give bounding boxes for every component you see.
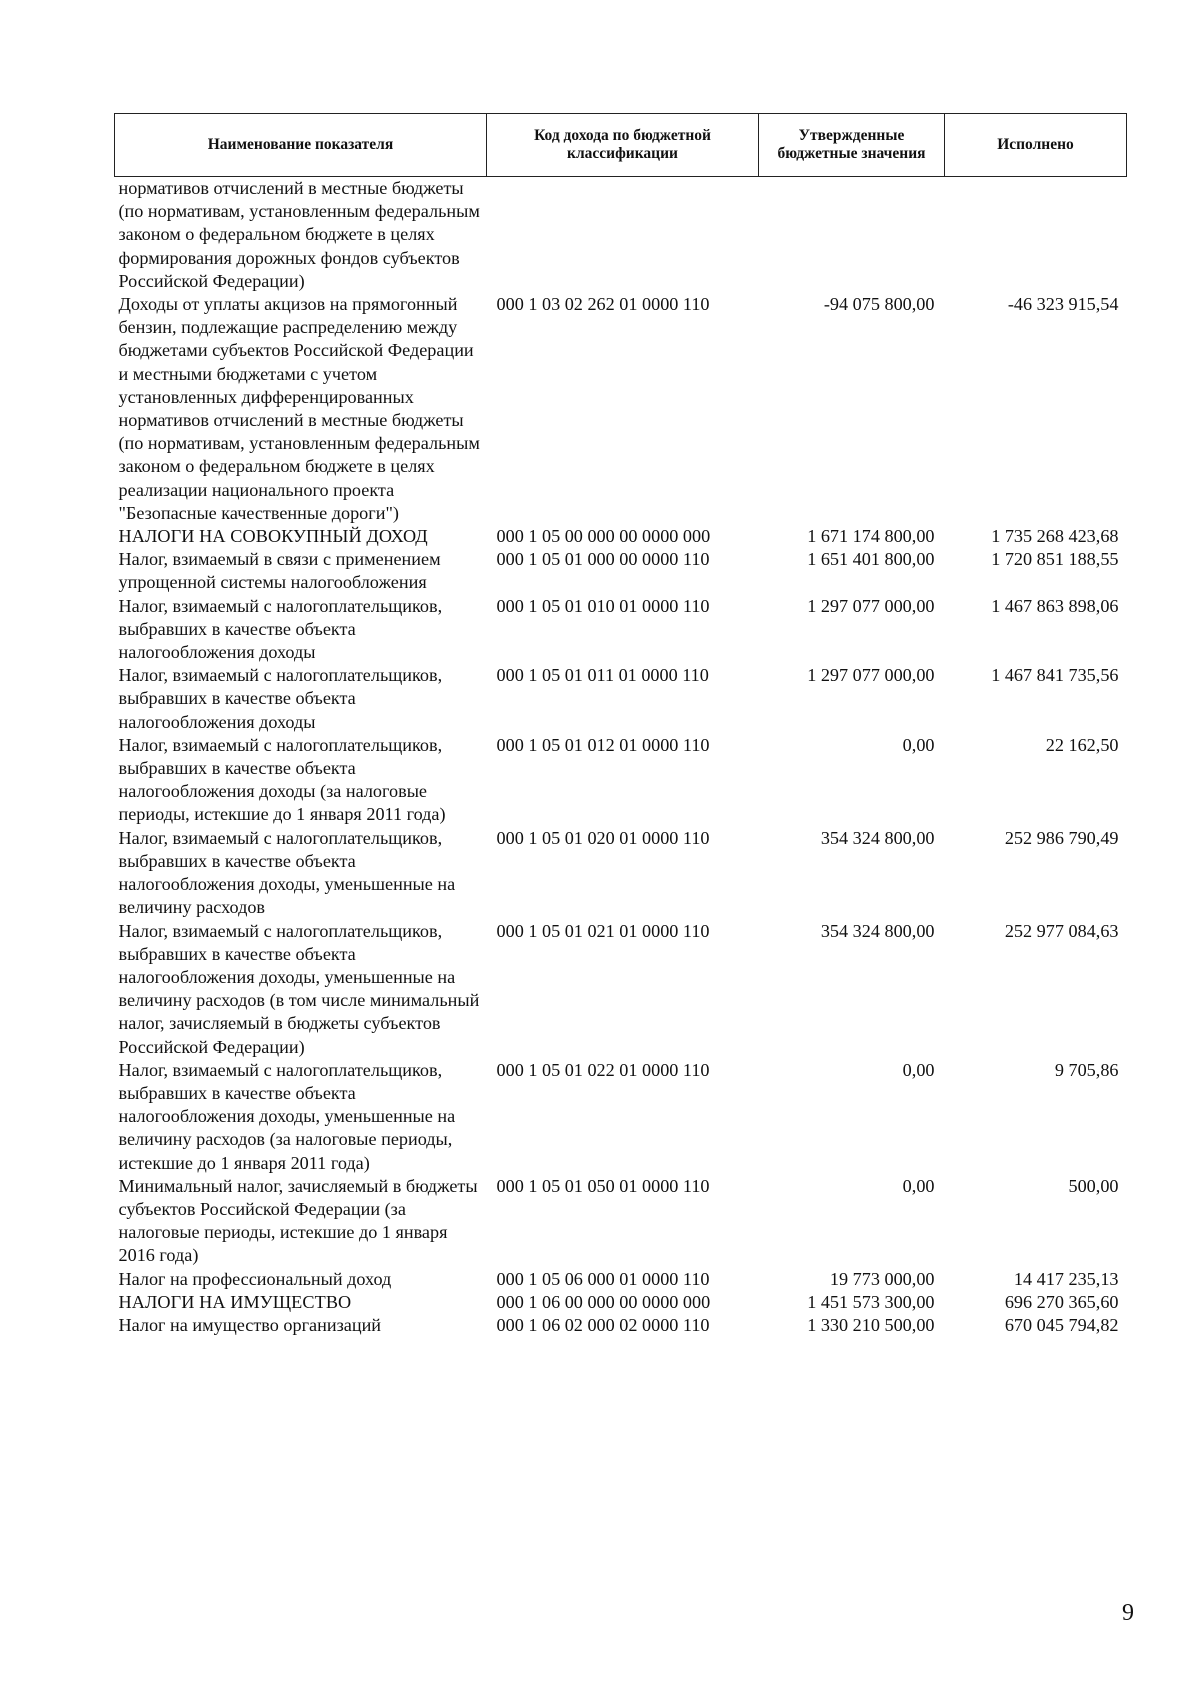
header-executed: Исполнено xyxy=(945,114,1127,177)
table-body xyxy=(115,177,1127,1338)
cell-indicator-name: НАЛОГИ НА СОВОКУПНЫЙ ДОХОД xyxy=(118,526,428,547)
cell-executed-value: 252 986 790,49 xyxy=(1004,827,1119,848)
table-row xyxy=(115,664,1127,734)
table-header xyxy=(115,114,1127,177)
cell-executed-value: 500,00 xyxy=(1068,1175,1119,1196)
cell-indicator-name: Налог, взимаемый в связи с применением упрощенной системы налогообложения xyxy=(118,549,441,593)
cell-indicator-name: Налог, взимаемый с налогоплательщиков, выбравших в качестве объекта налогообложения доходы xyxy=(118,665,443,732)
cell-approved-value: 1 330 210 500,00 xyxy=(807,1314,935,1335)
cell-approved-value xyxy=(759,177,945,294)
cell-approved-value: 1 671 174 800,00 xyxy=(807,526,935,547)
table-row xyxy=(115,525,1127,548)
cell-executed-value: 1 720 851 188,55 xyxy=(991,549,1119,570)
cell-indicator-name: Налог на профессиональный доход xyxy=(118,1268,392,1289)
cell-revenue-code: 000 1 05 01 022 01 0000 110 xyxy=(496,1059,710,1080)
table-row xyxy=(115,177,1127,294)
table-row xyxy=(115,595,1127,665)
table-row xyxy=(115,920,1127,1059)
cell-indicator-name: Налог, взимаемый с налогоплательщиков, выбравших в качестве объекта налогообложения доходы, уменьшенные на величину расходов (за налоговые периоды, истекшие до 1 января 2011 года) xyxy=(118,1059,456,1173)
cell-revenue-code: 000 1 06 02 000 02 0000 110 xyxy=(496,1314,710,1335)
cell-indicator-name: Налог на имущество организаций xyxy=(118,1314,382,1335)
cell-approved-value: 0,00 xyxy=(902,1175,935,1196)
cell-approved-value: 354 324 800,00 xyxy=(820,827,935,848)
cell-indicator-name: Минимальный налог, зачисляемый в бюджеты субъектов Российской Федерации (за налоговые периоды, истекшие до 1 января 2016 года) xyxy=(118,1175,478,1266)
cell-indicator-name: Налог, взимаемый с налогоплательщиков, выбравших в качестве объекта налогообложения доходы (за налоговые периоды, истекшие до 1 января 2011 года) xyxy=(118,734,446,825)
cell-revenue-code: 000 1 05 06 000 01 0000 110 xyxy=(496,1268,710,1289)
cell-indicator-name: Налог, взимаемый с налогоплательщиков, выбравших в качестве объекта налогообложения доходы, уменьшенные на величину расходов xyxy=(118,827,456,918)
table-row xyxy=(115,548,1127,594)
cell-revenue-code: 000 1 05 01 000 00 0000 110 xyxy=(496,549,710,570)
budget-execution-table xyxy=(114,113,1127,1337)
cell-revenue-code: 000 1 05 01 010 01 0000 110 xyxy=(496,595,710,616)
cell-executed-value: 9 705,86 xyxy=(1054,1059,1119,1080)
header-approved-values: Утвержденные бюджетные значения xyxy=(759,114,945,177)
cell-approved-value: 0,00 xyxy=(902,1059,935,1080)
cell-indicator-name: нормативов отчислений в местные бюджеты (по нормативам, установленным федеральным законом о федеральном бюджете в целях формирования дорожных фондов субъектов Российской Федерации) xyxy=(118,178,480,291)
table-header-row xyxy=(115,114,1127,177)
cell-approved-value: 1 297 077 000,00 xyxy=(807,665,935,686)
cell-approved-value: 1 651 401 800,00 xyxy=(807,549,935,570)
cell-indicator-name: Налог, взимаемый с налогоплательщиков, выбравших в качестве объекта налогообложения доходы, уменьшенные на величину расходов (в том числе минимальный налог, зачисляемый в бюджеты субъектов Российской Федерации) xyxy=(118,920,480,1057)
cell-approved-value: 1 297 077 000,00 xyxy=(807,595,935,616)
cell-executed-value: 1 735 268 423,68 xyxy=(991,526,1119,547)
cell-revenue-code: 000 1 05 01 050 01 0000 110 xyxy=(496,1175,710,1196)
cell-executed-value: 1 467 841 735,56 xyxy=(991,665,1119,686)
cell-approved-value: -94 075 800,00 xyxy=(823,294,935,315)
cell-executed-value: 252 977 084,63 xyxy=(1004,920,1119,941)
table-row xyxy=(115,1059,1127,1175)
cell-approved-value: 1 451 573 300,00 xyxy=(807,1291,935,1312)
header-indicator-name: Наименование показателя xyxy=(115,114,487,177)
cell-revenue-code: 000 1 05 01 012 01 0000 110 xyxy=(496,734,710,755)
cell-indicator-name: Налог, взимаемый с налогоплательщиков, выбравших в качестве объекта налогообложения доходы xyxy=(118,595,443,663)
table-row xyxy=(115,1291,1127,1314)
cell-revenue-code: 000 1 03 02 262 01 0000 110 xyxy=(496,294,710,315)
cell-executed-value: 1 467 863 898,06 xyxy=(991,595,1119,616)
cell-executed-value: 14 417 235,13 xyxy=(1013,1268,1119,1289)
table-row xyxy=(115,827,1127,920)
cell-executed-value: 696 270 365,60 xyxy=(1004,1291,1119,1312)
table-row xyxy=(115,1175,1127,1268)
cell-executed-value xyxy=(945,177,1127,294)
header-revenue-code: Код дохода по бюджетной классификации xyxy=(487,114,759,177)
cell-approved-value: 0,00 xyxy=(902,734,935,755)
cell-revenue-code: 000 1 05 01 020 01 0000 110 xyxy=(496,827,710,848)
cell-executed-value: -46 323 915,54 xyxy=(1007,294,1119,315)
cell-revenue-code: 000 1 05 01 011 01 0000 110 xyxy=(496,665,709,686)
cell-revenue-code: 000 1 05 01 021 01 0000 110 xyxy=(496,920,710,941)
table-row xyxy=(115,1268,1127,1291)
table-row xyxy=(115,293,1127,525)
table-row xyxy=(115,1314,1127,1337)
page-number: 9 xyxy=(1122,1600,1134,1626)
cell-indicator-name: НАЛОГИ НА ИМУЩЕСТВО xyxy=(118,1291,352,1312)
cell-executed-value: 670 045 794,82 xyxy=(1004,1314,1119,1335)
cell-revenue-code xyxy=(487,177,759,294)
cell-indicator-name: Доходы от уплаты акцизов на прямогонный бензин, подлежащие распределению между бюджетами субъектов Российской Федерации и местными бюджетами с учетом установленных дифференцированных нормативов отчислений в местные бюджеты (по нормативам, установленным федеральным законом о федеральном бюджете в целях реализации национального проекта "Безопасные качественные дороги") xyxy=(118,294,480,523)
cell-revenue-code: 000 1 06 00 000 00 0000 000 xyxy=(496,1291,711,1312)
cell-executed-value: 22 162,50 xyxy=(1045,734,1119,755)
cell-approved-value: 354 324 800,00 xyxy=(820,920,935,941)
table-row xyxy=(115,734,1127,827)
cell-revenue-code: 000 1 05 00 000 00 0000 000 xyxy=(496,526,711,547)
cell-approved-value: 19 773 000,00 xyxy=(829,1268,935,1289)
